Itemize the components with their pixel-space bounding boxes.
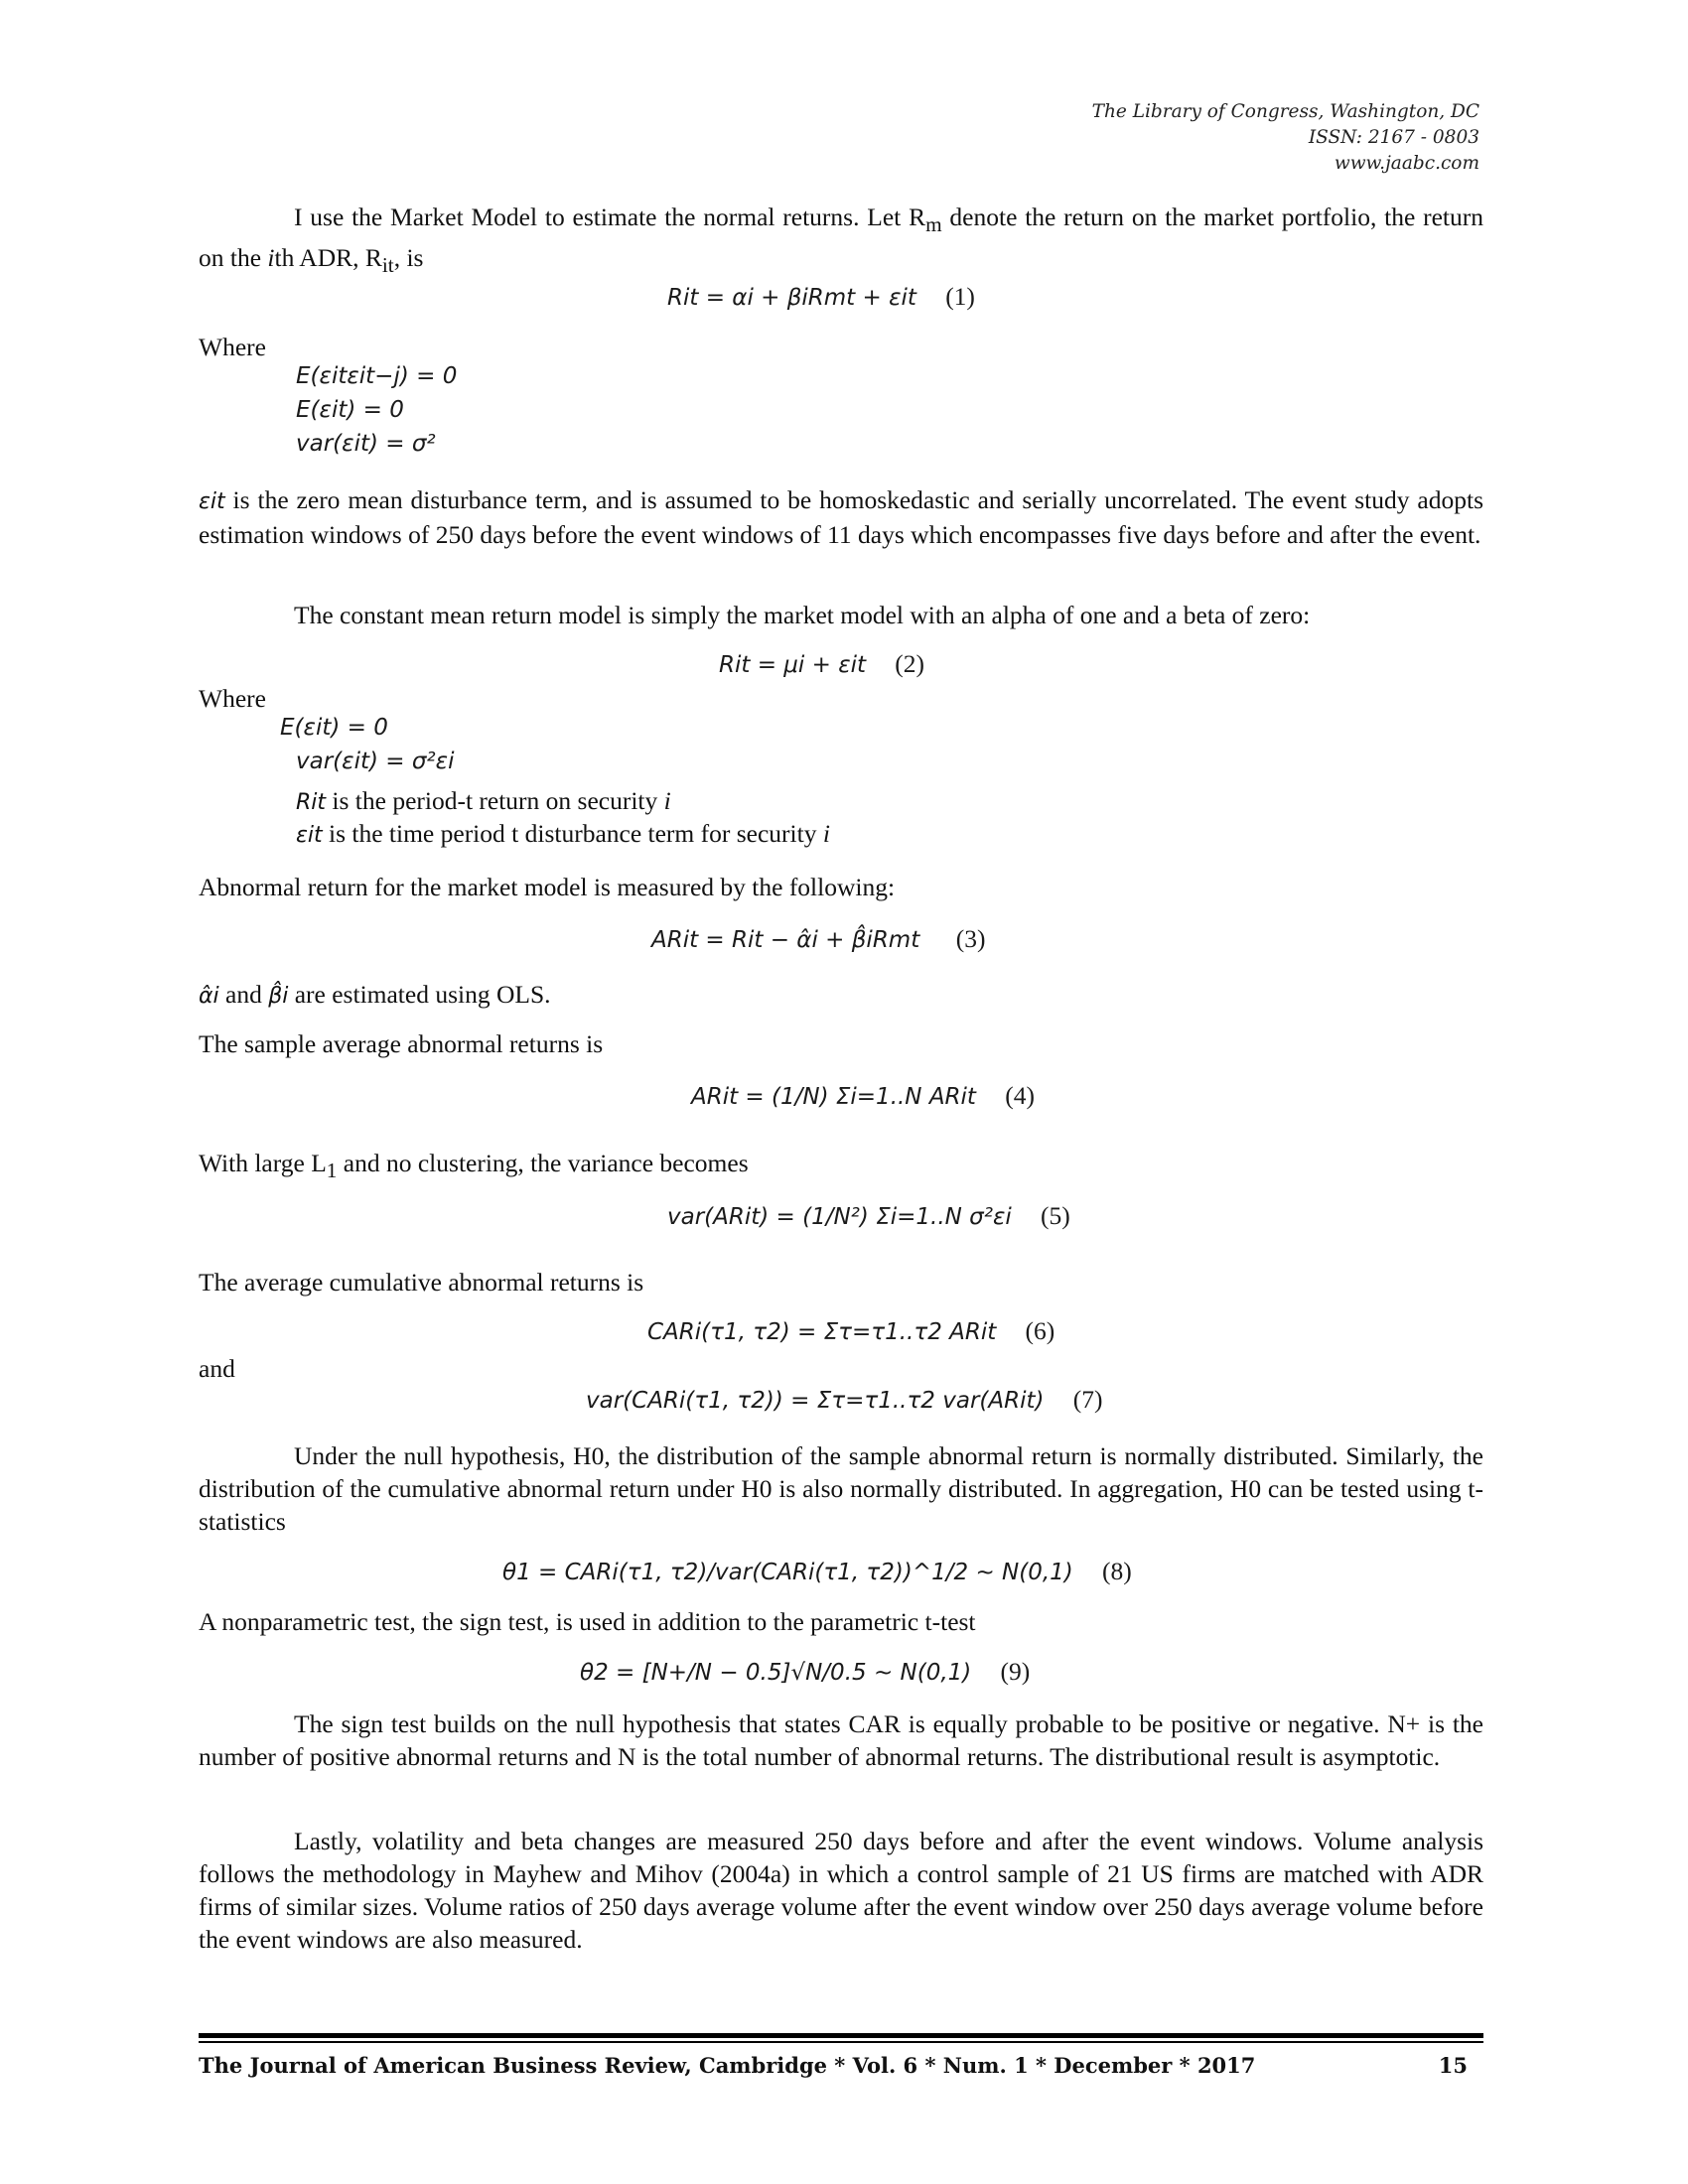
header-url: www.jaabc.com	[1334, 153, 1479, 174]
equation-1	[667, 282, 975, 312]
equation-4-number: (4)	[1005, 1081, 1035, 1110]
equation-3	[651, 924, 986, 954]
epsilon-symbol: εit	[199, 489, 225, 514]
definition-r	[296, 784, 1388, 819]
text: is the period-t return on security	[326, 786, 664, 815]
equation-7	[586, 1385, 1102, 1415]
and-label: and	[199, 1354, 235, 1383]
footer-rule-thick	[199, 2033, 1483, 2038]
text: is the time period t disturbance term for security	[322, 819, 823, 848]
footer-journal: The Journal of American Business Review, Cambridge * Vol. 6 * Num. 1 * December * 2017	[199, 2053, 1256, 2078]
text: th ADR, R	[274, 243, 382, 273]
equation-5	[667, 1201, 1070, 1231]
paragraph-abnormal: Abnormal return for the market model is measured by the following:	[199, 873, 896, 901]
footer-rule-thin	[199, 2041, 1483, 2043]
text: denote the return on the market portfolio, the return on the	[199, 203, 1483, 273]
equation-8-number: (8)	[1102, 1557, 1132, 1585]
equation-4	[691, 1081, 1035, 1111]
condition-3: var(εit) = σ²	[296, 431, 436, 457]
paragraph-null-hypothesis: Under the null hypothesis, H0, the distribution of the sample abnormal return is normally distributed. Similarly, the distribution of the cumulative abnormal return under H0 is also normally distributed. In aggregation, H0 can be tested using t-statistics	[199, 1441, 1483, 1536]
page-number: 15	[1438, 2053, 1468, 2078]
equation-8-body: θ1 = CARi(τ1, τ2)/var(CARi(τ1, τ2))^1/2 ~ N(0,1)	[502, 1560, 1073, 1585]
equation-6	[647, 1316, 1055, 1346]
equation-5-number: (5)	[1041, 1201, 1070, 1230]
paragraph-sign-intro: A nonparametric test, the sign test, is used in addition to the parametric t-test	[199, 1607, 976, 1636]
where-label-2: Where	[199, 684, 266, 713]
text: is the zero mean disturbance term, and is assumed to be homoskedastic and serially uncorrelated. The event study adopts estimation windows of 250 days before the event windows of 11 days which encompasses five days before and after the event.	[199, 485, 1483, 549]
sub-it: it	[381, 253, 394, 278]
equation-2	[719, 649, 924, 679]
equation-9-number: (9)	[1000, 1657, 1031, 1686]
where-label-1: Where	[199, 333, 266, 361]
condition-4: E(εit) = 0	[280, 715, 388, 741]
definition-epsilon	[296, 817, 1388, 852]
equation-9	[580, 1657, 1030, 1687]
equation-7-body: var(CARi(τ1, τ2)) = Στ=τ1..τ2 var(ARit)	[586, 1388, 1045, 1414]
equation-4-body: ARit = (1/N) Σi=1..N ARit	[691, 1084, 976, 1110]
paragraph-sign-test: The sign test builds on the null hypothesis that states CAR is equally probable to be positive or negative. N+ is the number of positive abnormal returns and N is the total number of abnormal returns. The distributional result is asymptotic.	[199, 1709, 1483, 1771]
paragraph-constant-mean: The constant mean return model is simply the market model with an alpha of one and a beta of zero:	[294, 601, 1311, 629]
condition-2: E(εit) = 0	[296, 397, 404, 423]
equation-6-body: CARi(τ1, τ2) = Στ=τ1..τ2 ARit	[647, 1319, 997, 1345]
page-header	[1092, 99, 1479, 177]
condition-1: E(εitεit−j) = 0	[296, 363, 458, 389]
paragraph-ols	[199, 978, 1483, 1013]
equation-3-number: (3)	[955, 924, 986, 953]
equation-8	[502, 1557, 1132, 1586]
condition-5: var(εit) = σ²εi	[296, 749, 455, 774]
text: and no clustering, the variance becomes	[337, 1149, 749, 1177]
beta-hat-symbol: β̂i	[268, 984, 289, 1009]
text: and	[218, 980, 269, 1009]
paragraph-large-l	[199, 1147, 1483, 1187]
header-library: The Library of Congress, Washington, DC	[1091, 101, 1479, 122]
equation-2-number: (2)	[895, 649, 925, 678]
equation-3-body: ARit = Rit − α̂i + β̂iRmt	[651, 927, 920, 953]
header-issn: ISSN: 2167 - 0803	[1308, 127, 1479, 148]
equation-5-body: var(ARit) = (1/N²) Σi=1..N σ²εi	[667, 1204, 1012, 1230]
equation-9-body: θ2 = [N+/N − 0.5]√N/0.5 ~ N(0,1)	[580, 1660, 972, 1686]
equation-1-body: Rit = αi + βiRmt + εit	[667, 285, 916, 311]
paragraph-volatility: Lastly, volatility and beta changes are measured 250 days before and after the event windows. Volume analysis follows the methodology in Mayhew and Mihov (2004a) in which a control sample of 21 US firms are matched with ADR firms of similar sizes. Volume ratios of 250 days average volume after the event window over 250 days average volume before the event windows are also measured.	[199, 1827, 1483, 1954]
text-i: i	[267, 243, 275, 273]
paragraph-disturbance	[199, 483, 1483, 551]
paragraph-intro	[199, 201, 1483, 282]
sub-1: 1	[326, 1159, 338, 1183]
text-i: i	[663, 786, 671, 815]
paragraph-sample-average: The sample average abnormal returns is	[199, 1029, 604, 1058]
text: , is	[393, 243, 424, 273]
equation-6-number: (6)	[1025, 1316, 1055, 1345]
equation-2-body: Rit = μi + εit	[719, 652, 867, 678]
paragraph-cumulative: The average cumulative abnormal returns is	[199, 1268, 644, 1297]
text-i: i	[822, 819, 830, 848]
text: are estimated using OLS.	[288, 980, 551, 1009]
text: I use the Market Model to estimate the normal returns. Let R	[294, 203, 926, 231]
sub-m: m	[925, 212, 942, 237]
epsilon-symbol: εit	[296, 823, 323, 848]
equation-7-number: (7)	[1072, 1385, 1103, 1414]
equation-1-number: (1)	[945, 282, 975, 311]
alpha-hat-symbol: α̂i	[199, 984, 219, 1009]
r-symbol: Rit	[296, 790, 327, 815]
text: With large L	[199, 1149, 327, 1177]
